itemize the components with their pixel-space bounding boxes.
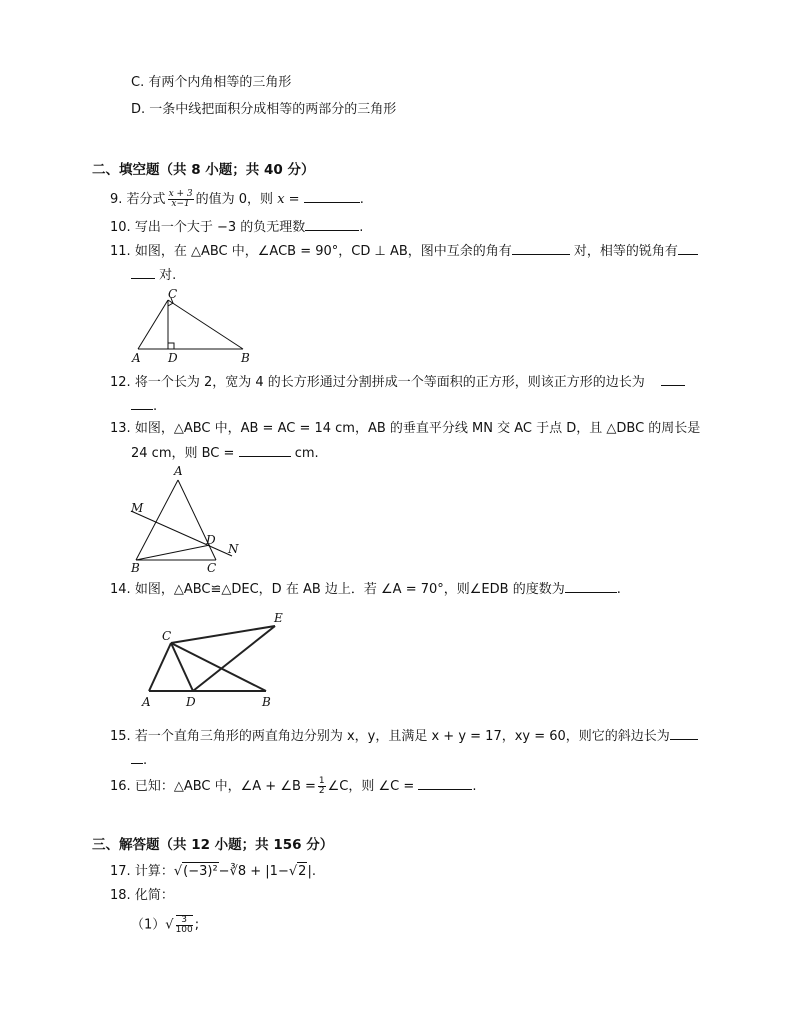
question-15-line2 bbox=[131, 751, 147, 770]
fig11-label-d: D bbox=[168, 351, 178, 365]
q18-1-frac-num: 3 bbox=[176, 916, 193, 926]
q9-prefix: 若分式 bbox=[126, 192, 166, 207]
q17-number: 17. bbox=[110, 864, 131, 879]
q9-mid: 的值为 0，则 bbox=[195, 192, 274, 207]
fig14-label-b: B bbox=[262, 695, 271, 709]
q16-fraction bbox=[318, 777, 326, 796]
q10-answer-blank[interactable] bbox=[305, 218, 359, 231]
q10-text: 写出一个大于 −3 的负无理数 bbox=[134, 220, 306, 235]
question-14 bbox=[110, 580, 621, 599]
fig11-label-c: C bbox=[168, 287, 178, 301]
fig14-label-d: D bbox=[186, 695, 196, 709]
q18-text: 化简： bbox=[134, 888, 174, 903]
q11-mid: 对，相等的锐角有 bbox=[573, 244, 678, 259]
q16-mid: ∠C，则 ∠C = bbox=[327, 779, 415, 794]
fig14-label-e: E bbox=[274, 611, 283, 625]
fig14-label-a: A bbox=[142, 695, 151, 709]
question-11-line2 bbox=[131, 266, 176, 285]
question-15-line1 bbox=[110, 727, 698, 746]
q15-number: 15. bbox=[110, 729, 131, 744]
q11-end: 对. bbox=[159, 268, 177, 283]
question-13-line1 bbox=[110, 420, 700, 438]
q15-blank-a[interactable] bbox=[670, 727, 698, 740]
option-c: C. 有两个内角相等的三角形 bbox=[131, 75, 292, 90]
q12-blank-a[interactable] bbox=[661, 373, 685, 386]
q13-unit: cm. bbox=[294, 446, 319, 461]
q16-answer-blank[interactable] bbox=[418, 777, 472, 790]
q11-blank-2b[interactable] bbox=[131, 266, 155, 279]
q17-radicand: (−3)² bbox=[183, 864, 218, 879]
section-answer-title: 三、解答题（共 12 小题；共 156 分） bbox=[92, 837, 334, 853]
q13-answer-blank[interactable] bbox=[239, 444, 291, 457]
question-18-part-1: （1）√ $\frac{3}{100}$ ; bbox=[131, 915, 200, 935]
q9-fraction bbox=[168, 190, 194, 209]
figure-11-right-triangle bbox=[128, 285, 258, 367]
question-18 bbox=[110, 887, 174, 905]
fig14-label-c: C bbox=[162, 629, 172, 643]
q9-answer-blank[interactable] bbox=[304, 190, 360, 203]
q14-answer-blank[interactable] bbox=[565, 580, 617, 593]
q17-minus: − bbox=[218, 864, 230, 879]
q11-blank-2a[interactable] bbox=[678, 242, 698, 255]
q14-end: . bbox=[616, 582, 621, 597]
q13-number: 13. bbox=[110, 421, 131, 436]
question-12-line2 bbox=[131, 397, 157, 416]
q16-frac-num: 1 bbox=[318, 776, 325, 786]
q17-prefix: 计算： bbox=[134, 864, 174, 879]
fig11-label-b: B bbox=[241, 351, 250, 365]
q9-var: x = bbox=[277, 192, 300, 207]
q16-prefix: 已知：△ABC 中，∠A + ∠B = bbox=[134, 779, 316, 794]
q15-end: . bbox=[143, 753, 148, 768]
q18-1-frac-den: 100 bbox=[175, 925, 193, 935]
q17-radicand-2: 2 bbox=[298, 864, 307, 879]
fig13-label-n: N bbox=[228, 542, 239, 556]
q9-number: 9. bbox=[110, 192, 123, 207]
figure-13-isosceles-triangle bbox=[128, 462, 243, 577]
q15-blank-b[interactable] bbox=[131, 751, 143, 764]
q12-number: 12. bbox=[110, 375, 131, 390]
q12-blank-b[interactable] bbox=[131, 397, 153, 410]
question-12-line1 bbox=[110, 373, 685, 392]
q18-1-fraction bbox=[176, 915, 193, 935]
q17-abs: + |1− bbox=[250, 864, 289, 879]
q13-text: 如图，△ABC 中，AB = AC = 14 cm，AB 的垂直平分线 MN 交 AC 于点 D，且 △DBC 的周长是 bbox=[134, 421, 701, 436]
question-16 bbox=[110, 777, 477, 796]
option-d: D. 一条中线把面积分成相等的两部分的三角形 bbox=[131, 102, 397, 117]
q18-number: 18. bbox=[110, 888, 131, 903]
q16-end: . bbox=[472, 779, 477, 794]
q12-end: . bbox=[153, 399, 158, 414]
q10-end: . bbox=[359, 220, 364, 235]
section-fill-in-title: 二、填空题（共 8 小题；共 40 分） bbox=[92, 162, 315, 178]
q11-number: 11. bbox=[110, 244, 131, 259]
question-11-line1 bbox=[110, 242, 698, 261]
fig13-label-m: M bbox=[131, 501, 144, 515]
q18-1-end: ; bbox=[194, 917, 200, 933]
fig11-label-a: A bbox=[132, 351, 141, 365]
fig13-label-a: A bbox=[174, 464, 183, 478]
question-9 bbox=[110, 190, 364, 209]
q14-number: 14. bbox=[110, 582, 131, 597]
q16-frac-den: 2 bbox=[318, 786, 325, 796]
q13-text2: 24 cm，则 BC = bbox=[131, 446, 235, 461]
q17-cube-root: ∛8 bbox=[229, 864, 247, 879]
fig13-label-c: C bbox=[207, 561, 217, 575]
q18-1-label: （1） bbox=[131, 917, 166, 933]
q16-number: 16. bbox=[110, 779, 131, 794]
q9-frac-num: x + 3 bbox=[168, 189, 193, 199]
q14-text: 如图，△ABC≌△DEC，D 在 AB 边上．若 ∠A = 70°，则∠EDB 的度数为 bbox=[134, 582, 565, 597]
question-10 bbox=[110, 218, 363, 237]
q15-text: 若一个直角三角形的两直角边分别为 x，y，且满足 x + y = 17，xy = 60，则它的斜边长为 bbox=[134, 729, 670, 744]
q9-end: . bbox=[359, 192, 364, 207]
q9-frac-den: x−1 bbox=[171, 199, 190, 209]
q10-number: 10. bbox=[110, 220, 131, 235]
fig13-label-b: B bbox=[131, 561, 140, 575]
question-13-line2 bbox=[131, 444, 319, 463]
figure-14-congruent-triangles bbox=[138, 606, 293, 710]
question-17: 17. 计算：√(−3)²−∛8 + |1−√2|. bbox=[110, 864, 316, 879]
q11-text: 如图，在 △ABC 中，∠ACB = 90°，CD ⊥ AB，图中互余的角有 bbox=[134, 244, 512, 259]
q11-blank-1[interactable] bbox=[512, 242, 570, 255]
fig13-label-d: D bbox=[206, 533, 216, 547]
q17-end: |. bbox=[307, 864, 316, 879]
q12-text: 将一个长为 2，宽为 4 的长方形通过分割拼成一个等面积的正方形，则该正方形的边长为 bbox=[134, 375, 645, 390]
